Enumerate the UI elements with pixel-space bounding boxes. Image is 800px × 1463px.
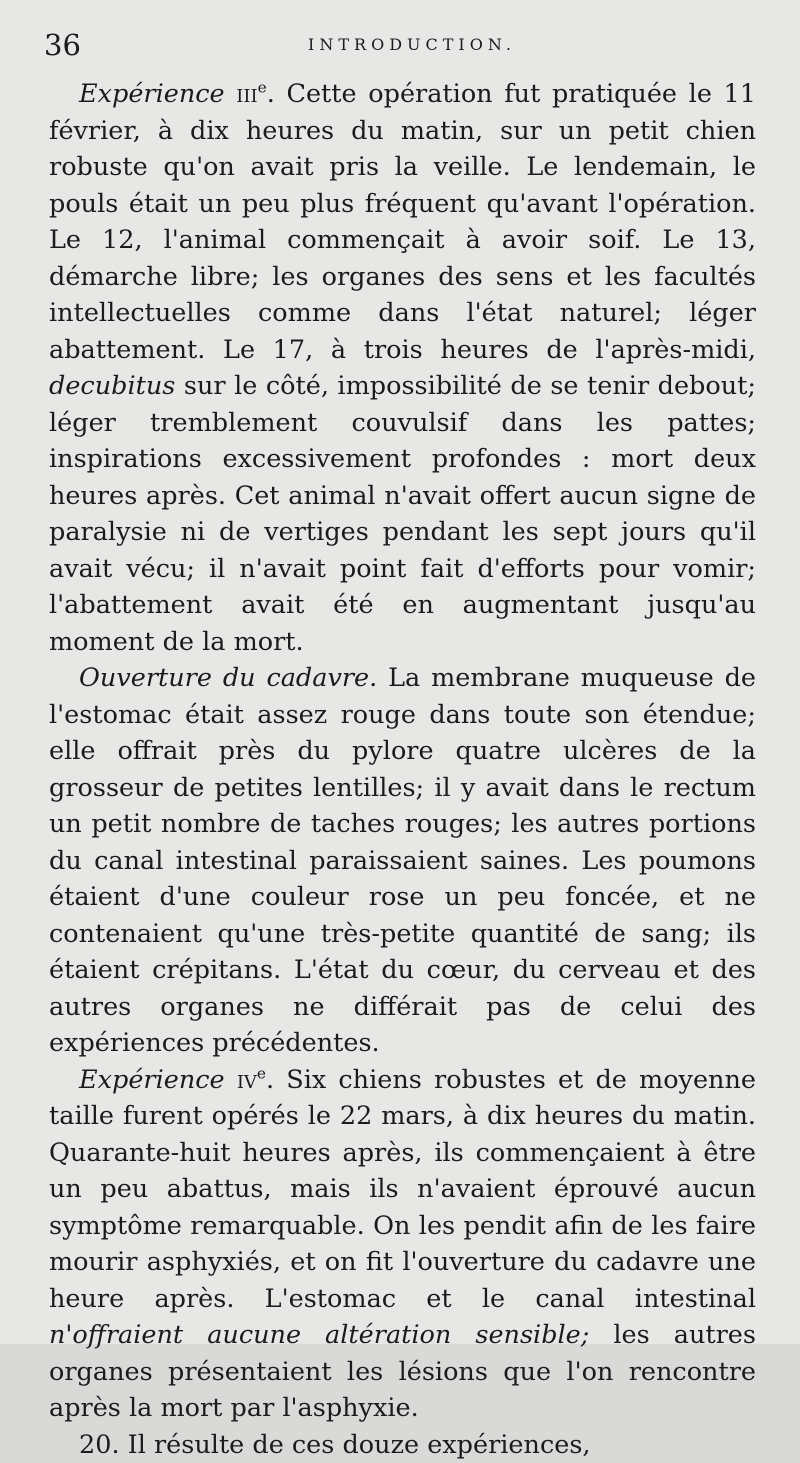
paragraph-experience-4 [49, 1062, 756, 1427]
experience-numeral: iv [237, 1065, 257, 1095]
body-text [49, 76, 756, 1463]
section-heading: Ouverture du cadavre. [79, 663, 377, 693]
italic-phrase: n'offraient aucune altération sensible; [49, 1320, 589, 1350]
paragraph-text-continued: sur le côté, impossibilité de se tenir debout; léger tremblement couvulsif dans les pattes; inspirations excessivement profondes : mort deux heures après. Cet animal n'avait offert aucun signe de paralysie ni de vertiges pendant les sept jours qu'il avait vécu; il n'avait point fait d'efforts pour vomir; l'abattement avait été en augmentant jusqu'au moment de la mort. [49, 371, 756, 657]
paragraph-experience-3 [49, 76, 756, 660]
paragraph-ouverture [49, 660, 756, 1062]
paragraph-text: La membrane muqueuse de l'estomac était assez rouge dans toute son étendue; elle offrait près du pylore quatre ulcères de la grosseur de petites lentilles; il y avait dans le rectum un petit nombre de taches rouges; les autres portions du canal intestinal paraissaient saines. Les poumons étaient d'une couleur rose un peu foncée, et ne contenaient qu'une très-petite quantité de sang; ils étaient crépitans. L'état du cœur, du cerveau et des autres organes ne différait pas de celui des expériences précédentes. [49, 663, 756, 1058]
italic-term: decubitus [49, 371, 175, 401]
numeral-superscript: e [258, 79, 267, 97]
paragraph-text: . Six chiens robustes et de moyenne taille furent opérés le 22 mars, à dix heures du matin. Quarante-huit heures après, ils commençaient à être un peu abattus, mais ils n'avaient éprouvé aucun symptôme remarquable. On les pendit afin de les faire mourir asphyxiés, et on fit l'ouverture du cadavre une heure après. L'estomac et le canal intestinal [49, 1065, 756, 1314]
experience-numeral: iii [236, 79, 257, 109]
paragraph-20 [49, 1427, 756, 1463]
paragraph-text: 20. Il résulte de ces douze expériences, [79, 1430, 591, 1460]
experience-heading: Expérience [79, 1065, 225, 1095]
running-title: INTRODUCTION. [44, 33, 740, 57]
experience-heading: Expérience [79, 79, 225, 109]
paragraph-text: . Cette opération fut pratiquée le 11 février, à dix heures du matin, sur un petit chien robuste qu'on avait pris la veille. Le lendemain, le pouls était un peu plus fréquent qu'avant l'opération. Le 12, l'animal commençait à avoir soif. Le 13, démarche libre; les organes des sens et les facultés intellectuelles comme dans l'état naturel; léger abattement. Le 17, à trois heures de l'après-midi, [49, 79, 756, 365]
page-number: 36 [44, 28, 81, 62]
page-header [44, 28, 740, 62]
paragraph-text-continued: les autres organes présentaient les lésions que l'on rencontre après la mort par l'asphyxie. [49, 1320, 756, 1423]
numeral-superscript: e [257, 1064, 266, 1082]
